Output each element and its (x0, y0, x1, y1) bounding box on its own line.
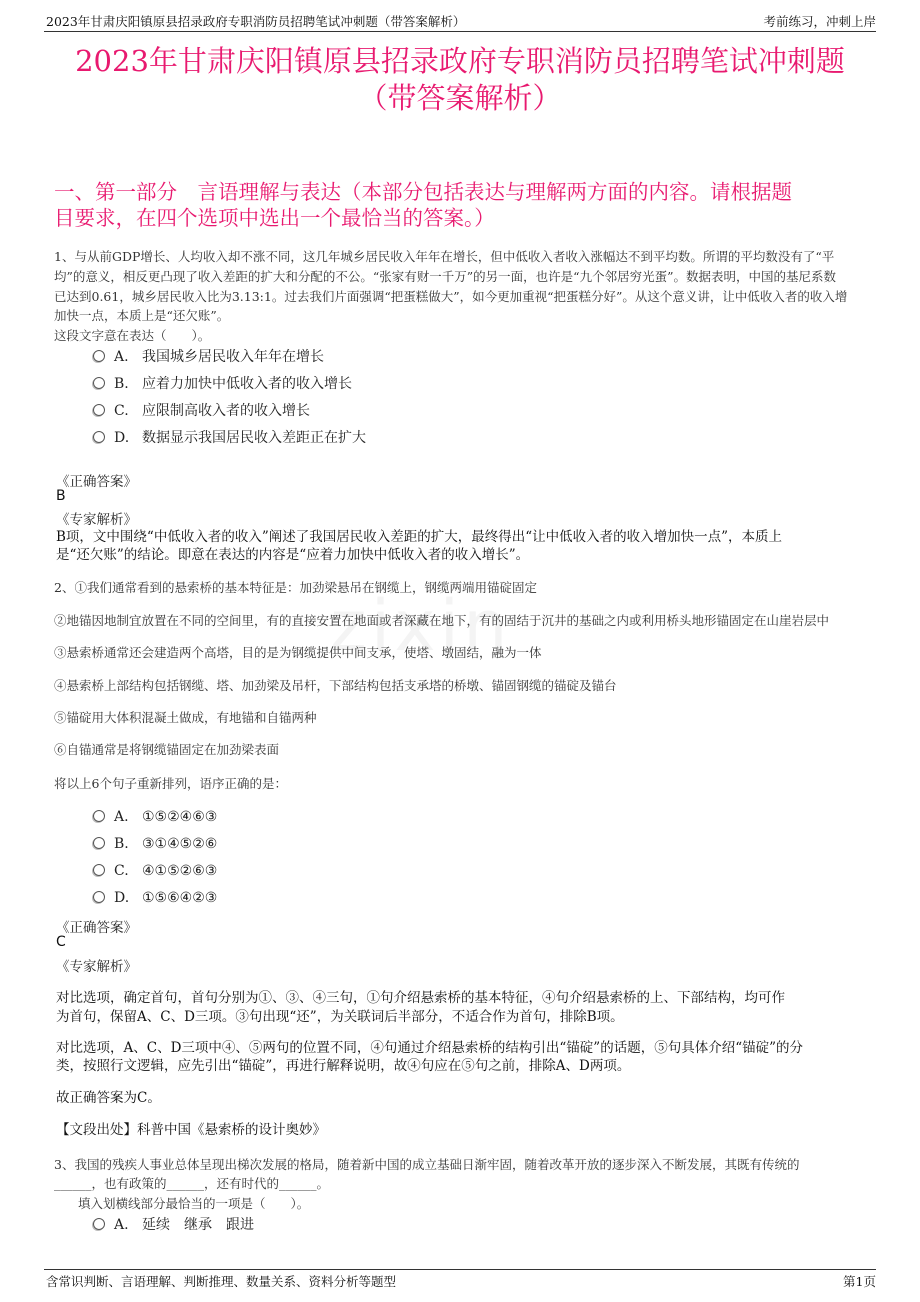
q2-correct-answer-label: 《正确答案》 (56, 920, 137, 936)
q2-analysis-line: 对比选项，确定首句，首句分别为①、③、④三句，①句介绍悬索桥的基本特征，④句介绍悬索桥的上、下部结构，均可作 (56, 990, 785, 1006)
q2-sentence: ⑥自锚通常是将钢缆锚固定在加劲梁表面 (54, 742, 280, 757)
page-title-line1: 2023年甘肃庆阳镇原县招录政府专职消防员招聘笔试冲刺题 (75, 44, 845, 78)
q1-analysis-line: B项，文中围绕“中低收入者的收入”阐述了我国居民收入差距的扩大，最终得出“让中低收入者的收入增加快一点”，本质上 (56, 529, 783, 545)
q2-option-b[interactable]: B. ③①④⑤②⑥ (93, 834, 217, 854)
radio-icon[interactable] (93, 1218, 105, 1230)
footer-description: 含常识判断、言语理解、判断推理、数量关系、资料分析等题型 (46, 1274, 397, 1289)
q1-prompt: 这段文字意在表达（ ）。 (54, 328, 211, 343)
q2-sentence: ④悬索桥上部结构包括钢缆、塔、加劲梁及吊杆，下部结构包括支承塔的桥墩、锚固钢缆的锚碇及锚台 (54, 678, 617, 693)
section-heading-line2: 目要求，在四个选项中选出一个最恰当的答案。） (54, 206, 495, 230)
q3-stem-line: 3、我国的残疾人事业总体呈现出梯次发展的格局，随着新中国的成立基础日渐牢固，随着改革开放的逐步深入不断发展，其既有传统的 (54, 1157, 800, 1172)
q3-option-a[interactable]: A. 延续 继承 跟进 (93, 1215, 254, 1235)
q2-sentence: 2、①我们通常看到的悬索桥的基本特征是：加劲梁悬吊在钢缆上，钢缆两端用锚碇固定 (54, 580, 537, 595)
q2-answer: C (56, 934, 66, 950)
radio-icon[interactable] (93, 350, 105, 362)
q1-answer: B (56, 488, 66, 504)
q1-correct-answer-label: 《正确答案》 (56, 474, 137, 490)
section-heading-line1: 一、第一部分 言语理解与表达（本部分包括表达与理解两方面的内容。请根据题 (54, 180, 792, 204)
q2-analysis-line: 为首句，保留A、C、D三项。③句出现“还”，为关联词后半部分，不适合作为首句，排除B项。 (56, 1009, 624, 1025)
q1-stem-line: 均”的意义，相反更凸现了收入差距的扩大和分配的不公。“张家有财一千万”的另一面，也许是“九个邻居穷光蛋”。数据表明，中国的基尼系数 (54, 269, 836, 284)
radio-icon[interactable] (93, 864, 105, 876)
q1-option-a[interactable]: A. 我国城乡居民收入年年在增长 (93, 347, 324, 367)
page-title-line2: （带答案解析） (358, 81, 562, 115)
q1-stem-line: 已达到0.61，城乡居民收入比为3.13:1。过去我们片面强调“把蛋糕做大”，如今更加重视“把蛋糕分好”。从这个意义讲，让中低收入者的收入增 (54, 289, 848, 304)
q2-prompt: 将以上6个句子重新排列，语序正确的是： (54, 776, 287, 791)
q1-stem-line: 加快一点，本质上是“还欠账”。 (54, 308, 230, 323)
q1-option-d[interactable]: D. 数据显示我国居民收入差距正在扩大 (93, 428, 366, 448)
q1-option-b[interactable]: B. 应着力加快中低收入者的收入增长 (93, 374, 352, 394)
q2-analysis-line: 对比选项，A、C、D三项中④、⑤两句的位置不同，④句通过介绍悬索桥的结构引出“锚碇”的话题，⑤句具体介绍“锚碇”的分 (56, 1040, 804, 1056)
q2-source: 【文段出处】科普中国《悬索桥的设计奥妙》 (56, 1122, 326, 1138)
radio-icon[interactable] (93, 404, 105, 416)
q2-option-a[interactable]: A. ①⑤②④⑥③ (93, 807, 217, 827)
radio-icon[interactable] (93, 377, 105, 389)
radio-icon[interactable] (93, 837, 105, 849)
q2-analysis-line: 类，按照行文逻辑，应先引出“锚碇”，再进行解释说明，故④句应在⑤句之前，排除A、D两项。 (56, 1058, 631, 1074)
q2-sentence: ③悬索桥通常还会建造两个高塔，目的是为钢缆提供中间支承，使塔、墩固结，融为一体 (54, 645, 542, 660)
header-slogan: 考前练习，冲刺上岸 (763, 14, 876, 29)
page-number: 第1页 (843, 1274, 876, 1289)
header-divider (44, 31, 876, 32)
q1-option-c[interactable]: C. 应限制高收入者的收入增长 (93, 401, 310, 421)
q2-option-d[interactable]: D. ①⑤⑥④②③ (93, 888, 217, 908)
radio-icon[interactable] (93, 891, 105, 903)
q1-analysis-line: 是“还欠账”的结论。即意在表达的内容是“应着力加快中低收入者的收入增长”。 (56, 547, 530, 563)
q3-prompt: 填入划横线部分最恰当的一项是（ ）。 (78, 1196, 310, 1211)
radio-icon[interactable] (93, 431, 105, 443)
q2-option-c[interactable]: C. ④①⑤②⑥③ (93, 861, 217, 881)
footer-divider (44, 1269, 876, 1270)
q1-stem-line: 1、与从前GDP增长、人均收入却不涨不同，这几年城乡居民收入年年在增长，但中低收入者收入涨幅达不到平均数。所谓的平均数没有了“平 (54, 249, 835, 264)
radio-icon[interactable] (93, 810, 105, 822)
q1-expert-analysis-label: 《专家解析》 (56, 512, 137, 528)
q2-sentence: ⑤锚碇用大体积混凝土做成，有地锚和自锚两种 (54, 710, 317, 725)
q2-expert-analysis-label: 《专家解析》 (56, 959, 137, 975)
q2-sentence: ②地锚因地制宜放置在不同的空间里，有的直接安置在地面或者深藏在地下，有的固结于沉井的基础之内或利用桥头地形锚固定在山崖岩层中 (54, 613, 830, 628)
header-document-title: 2023年甘肃庆阳镇原县招录政府专职消防员招聘笔试冲刺题（带答案解析） (46, 14, 466, 29)
q3-stem-line: ______，也有政策的______，还有时代的______。 (54, 1176, 330, 1191)
q2-conclusion: 故正确答案为C。 (56, 1090, 161, 1106)
